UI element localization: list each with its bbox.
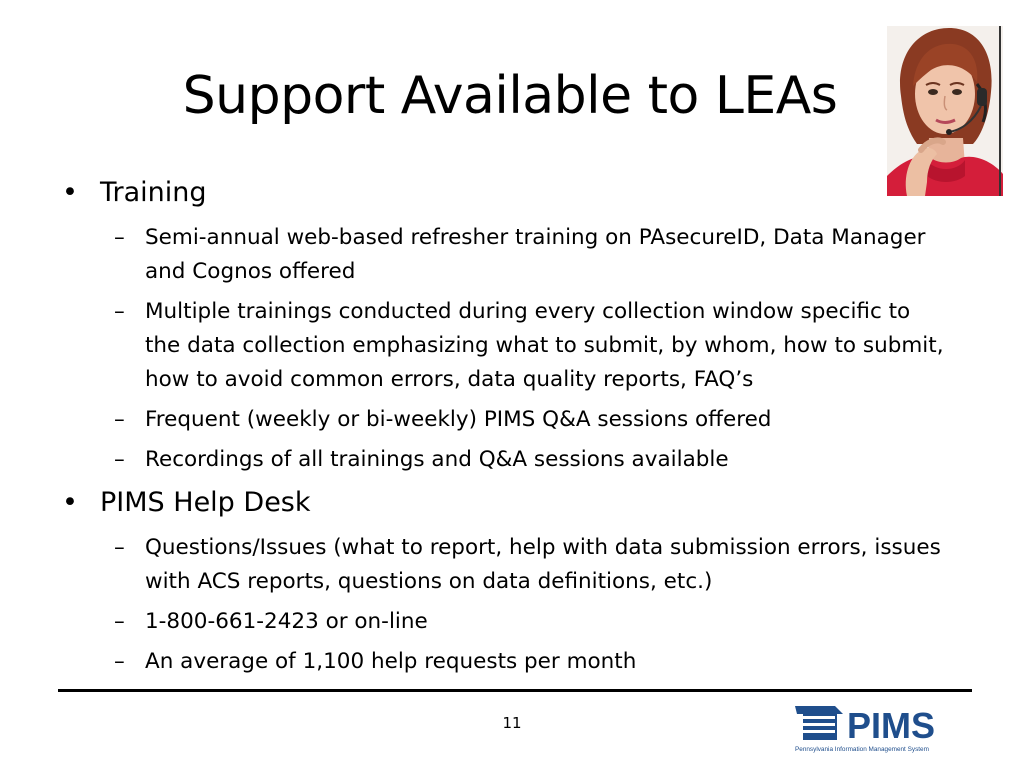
sub-bullet [60,645,945,679]
slide-body [60,175,960,687]
bullet-training [60,175,960,211]
section-help-desk [60,485,960,679]
sub-bullet [60,403,945,437]
sub-bullet-text: 1-800-661-2423 or on-line [145,609,428,634]
sub-bullet-text: Semi-annual web-based refresher training on PAsecureID, Data Manager and Cognos offered [145,225,926,284]
help-desk-agent-photo [887,26,1003,196]
bullet-marker: • [62,177,78,208]
sub-bullet [60,221,945,289]
bullet-heading: PIMS Help Desk [100,487,311,518]
sub-bullet [60,531,945,599]
bullet-help-desk [60,485,960,521]
dash-marker: – [114,649,125,674]
section-training [60,175,960,477]
footer-divider [58,689,972,692]
dash-marker: – [114,609,125,634]
sub-bullet [60,605,945,639]
sub-bullet [60,295,945,397]
sub-bullet-text: Multiple trainings conducted during every collection window specific to the data collection emphasizing what to submit, by whom, how to submit, how to avoid common errors, data quality reports, FAQ’s [145,299,944,392]
bullet-heading: Training [100,177,207,208]
dash-marker: – [114,225,125,250]
dash-marker: – [114,407,125,432]
logo-tagline: Pennsylvania Information Management System [795,746,929,753]
keystone-logo-icon [793,700,963,755]
sub-bullet-text: Questions/Issues (what to report, help with data submission errors, issues with ACS reports, questions on data definitions, etc.) [145,535,941,594]
page-number: 11 [502,714,522,732]
slide-title: Support Available to LEAs [182,66,838,126]
logo-wordmark: PIMS [847,705,936,746]
headset-agent-illustration [887,26,1003,196]
sub-bullet-text: Frequent (weekly or bi-weekly) PIMS Q&A sessions offered [145,407,772,432]
bullet-marker: • [62,487,78,518]
pims-logo [793,700,963,755]
sub-bullet-text: An average of 1,100 help requests per month [145,649,637,674]
dash-marker: – [114,447,125,472]
dash-marker: – [114,535,125,560]
sub-bullet-text: Recordings of all trainings and Q&A sessions available [145,447,729,472]
dash-marker: – [114,299,125,324]
sub-bullet [60,443,945,477]
